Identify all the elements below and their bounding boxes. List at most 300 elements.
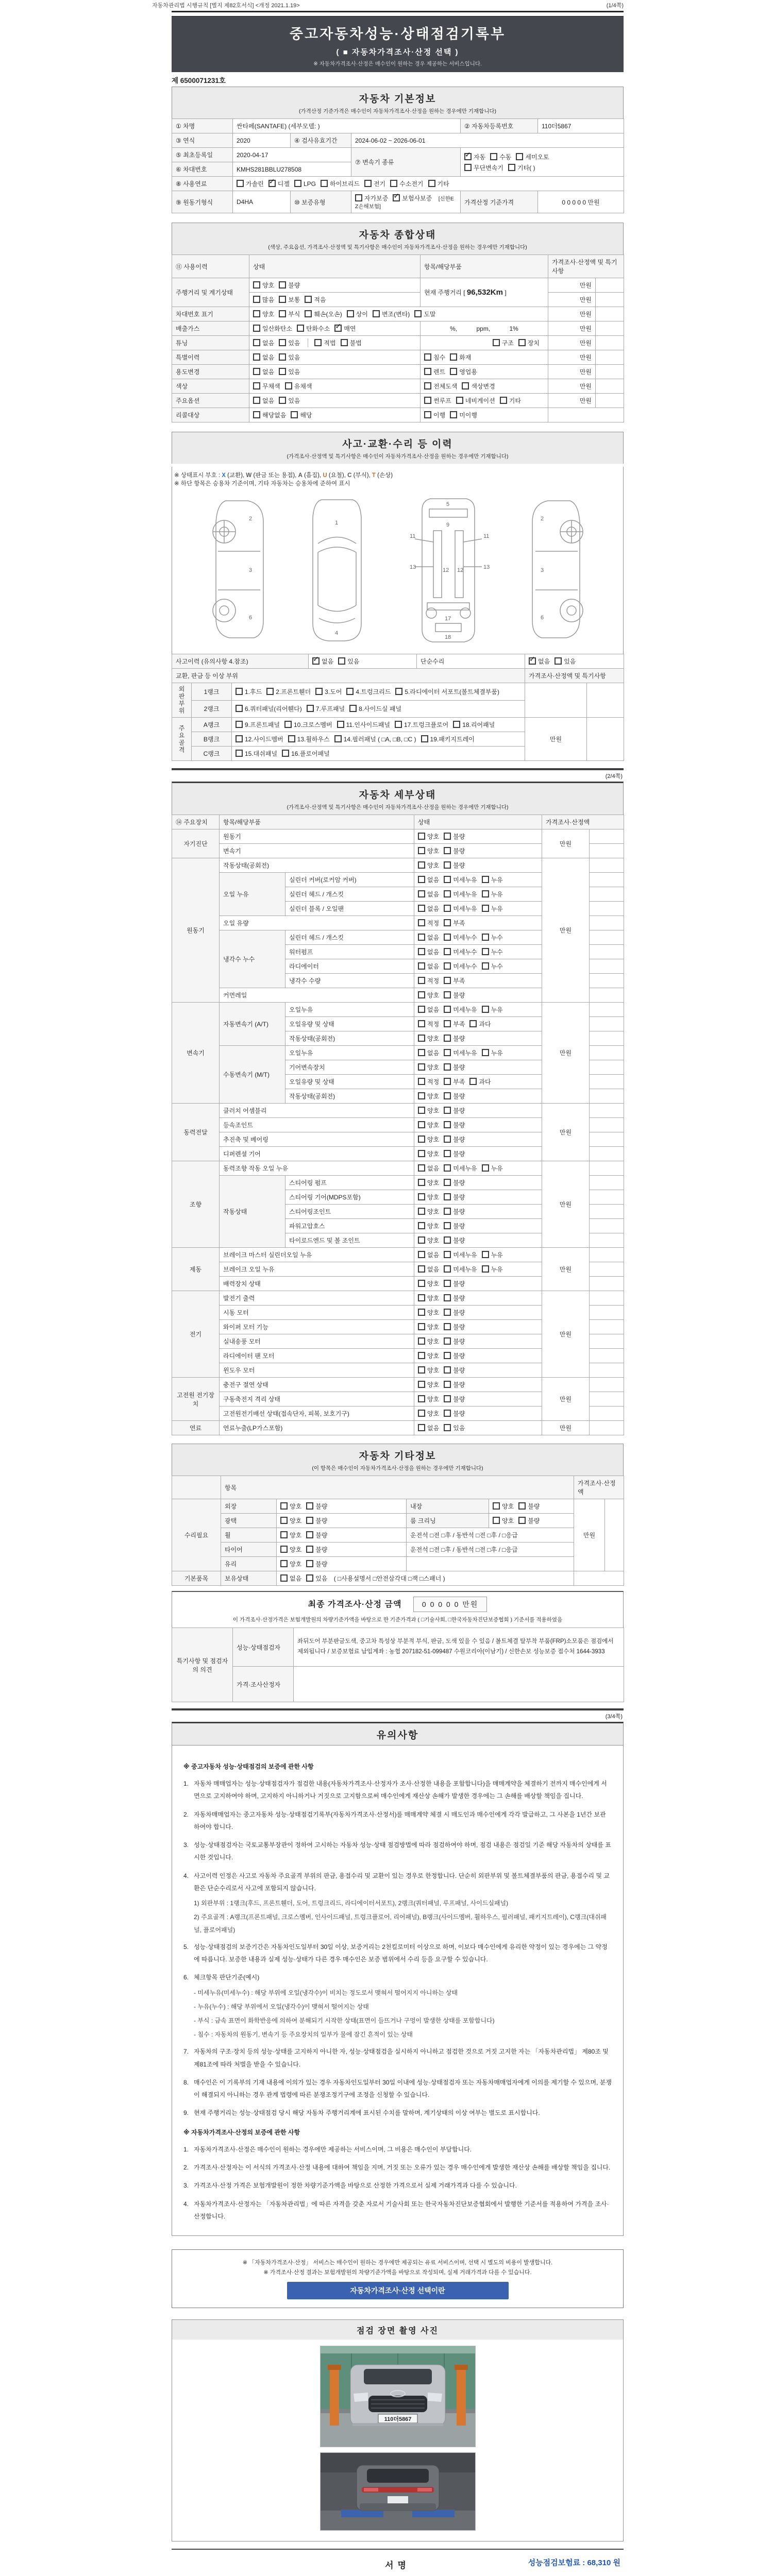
detail-item-state: [414, 829, 542, 844]
detail-price-blank: [590, 1392, 624, 1406]
checkbox-option: 5.라디에이터 서포트(볼트체결부품): [395, 687, 499, 696]
detail-price-blank: [590, 945, 624, 959]
checkbox-icon: [444, 833, 451, 840]
checkbox-option: 불량: [444, 1279, 465, 1288]
checkbox-option: 있음: [279, 367, 300, 376]
checkbox-icon: [444, 905, 451, 912]
checkbox-option: 네비게이션: [456, 396, 495, 405]
detail-price-blank: [590, 1406, 624, 1421]
guide-line-2: ※ 가격조사·산정 결과는 보험개발원의 차량기준가액을 바탕으로 작성되며, 실제 거래가격과 다를 수 있습니다.: [263, 2269, 532, 2276]
detail-row: [172, 858, 624, 873]
checkbox-icon: [312, 657, 320, 665]
detail-item-label: 커먼레일: [220, 988, 414, 1003]
section-etc-header: [172, 1444, 624, 1476]
checkbox-icon: [418, 847, 425, 854]
checkbox-option: 14.필러패널 ( □A, □B, □C ): [334, 735, 416, 743]
svg-text:9: 9: [446, 522, 449, 528]
checkbox-icon: [444, 1366, 451, 1374]
checkbox-icon: [482, 1049, 489, 1056]
checkbox-icon: [418, 1381, 425, 1388]
checkbox-icon: [266, 688, 274, 695]
checkbox-icon: [444, 1337, 451, 1345]
tuning-items: [421, 336, 548, 350]
detail-item-state: [414, 1349, 542, 1363]
recall-label: 리콜대상: [172, 408, 249, 422]
frame-price-unit: 만원: [525, 718, 587, 761]
appraiser-comment: [294, 1667, 624, 1702]
checkbox-option: 도말: [414, 310, 435, 318]
detail-item-state: [414, 974, 542, 988]
checkbox-icon: [236, 735, 243, 742]
detail-item-label: 실린더 헤드 / 개스킷: [285, 887, 414, 902]
checkbox-option: 양호: [418, 1106, 439, 1115]
state-code-letter: T: [372, 472, 376, 479]
checkbox-icon: [395, 688, 402, 695]
state-header: 상태: [249, 255, 421, 278]
checkbox-icon: [347, 310, 354, 317]
rank2-options: [232, 700, 525, 718]
special-history-items: [421, 350, 548, 365]
checkbox-option: 많음: [253, 295, 274, 304]
interior-label: 내장: [407, 1499, 489, 1514]
checkbox-option: 기타: [500, 396, 521, 405]
car-name-value: 싼타페(SANTAFE) (세부모델: ): [233, 119, 461, 133]
checkbox-option: 불량: [444, 1294, 465, 1302]
table-row: [172, 133, 624, 148]
color-items: [421, 379, 548, 394]
detail-price-blank: [590, 974, 624, 988]
checkbox-option: 양호: [418, 1366, 439, 1375]
checkbox-icon: [418, 1150, 425, 1157]
checkbox-icon: [236, 688, 243, 695]
checkbox-option: 양호: [418, 1207, 439, 1216]
checkbox-icon: [418, 991, 425, 998]
checkbox-option: 미세누수: [444, 962, 477, 971]
checkbox-option: 부족: [444, 1020, 465, 1028]
notice-item: 4. 자동차가격조사·산정자는 「자동차관리법」에 따른 자격을 갖춘 자로서 기술사회 또는 한국자동차진단보증협회에서 발행한 기준서를 적용하여 가격을 조사·산정합니다.: [183, 2200, 609, 2220]
checkbox-icon: [418, 1424, 425, 1431]
checkbox-option: 렌트: [424, 367, 445, 376]
checkbox-icon: [508, 164, 515, 171]
checkbox-icon: [529, 657, 536, 665]
checkbox-icon: [518, 1502, 526, 1510]
checkbox-option: 양호: [418, 1092, 439, 1100]
checkbox-option: 10.크로스멤버: [284, 720, 332, 729]
notice-item: 1. 자동차가격조사·산정은 매수인이 원하는 경우에만 제공하는 서비스이며, 그 비용은 매수인이 부담합니다.: [183, 2145, 472, 2153]
detail-item-state: [414, 844, 542, 858]
checkbox-option: 불량: [444, 1207, 465, 1216]
checkbox-icon: [306, 1574, 313, 1582]
svg-text:3: 3: [248, 567, 252, 573]
detail-item-state: [414, 1262, 542, 1277]
checkbox-icon: [418, 833, 425, 840]
price-blank: [596, 278, 624, 293]
detail-item-label: 스티어링 기어(MDPS포함): [285, 1190, 414, 1205]
notice-item: - 침수 : 자동차의 원동기, 변속기 등 주요장치의 일부가 물에 잠긴 흔적이 있는 상태: [194, 2031, 413, 2039]
checkbox-icon: [334, 735, 342, 742]
checkbox-option: ✓ 보험사보증: [393, 194, 432, 202]
mileage-state2: [249, 293, 421, 307]
checkbox-option: 양호: [418, 1279, 439, 1288]
basic-info-table: [172, 118, 624, 213]
fee-label: 성능점검보험료 :: [528, 2558, 585, 2568]
checkbox-icon: [444, 1323, 451, 1330]
checkbox-icon: [418, 861, 425, 869]
checkbox-option: 변조(변타): [373, 310, 410, 318]
detail-price-blank: [590, 916, 624, 930]
checkbox-option: 13.휠하우스: [288, 735, 330, 743]
checkbox-option: 불량: [444, 1366, 465, 1375]
checkbox-option: 부식: [279, 310, 300, 318]
car-damage-diagrams: [172, 488, 623, 654]
checkbox-icon: [418, 890, 425, 897]
detail-price-blank: [590, 1277, 624, 1291]
etc-price-header: 가격조사·산정액: [574, 1476, 624, 1499]
table-row: [172, 119, 624, 133]
checkbox-option: 4.트렁크리드: [346, 687, 391, 696]
detail-item-state: [414, 902, 542, 916]
detail-price-blank: [590, 1176, 624, 1190]
detail-item-state: [414, 945, 542, 959]
checkbox-option: 미세누유: [444, 904, 477, 913]
comprehensive-state-table: [172, 255, 624, 422]
checkbox-icon: [444, 1222, 451, 1229]
checkbox-icon: [444, 1395, 451, 1402]
svg-text:17: 17: [444, 616, 451, 622]
checkbox-option: 8.사이드실 패널: [349, 704, 401, 713]
detail-item-label: 라디에이터: [285, 959, 414, 974]
checkbox-icon: [315, 688, 323, 695]
color-state: [249, 379, 421, 394]
price-header: 가격조사·산정액 및 특기사항: [548, 255, 624, 278]
etc-price-blank: [605, 1499, 624, 1571]
inspection-fee: [528, 2557, 620, 2568]
checkbox-icon: [418, 1366, 425, 1374]
detail-price-blank: [590, 1161, 624, 1176]
checkbox-option: 양호: [493, 1516, 514, 1525]
recall-state: [249, 408, 421, 422]
detail-item-state: [414, 1031, 542, 1046]
checkbox-icon: [291, 411, 298, 418]
checkbox-option: 탄화수소: [297, 324, 330, 333]
checkbox-icon: [554, 657, 562, 665]
checkbox-option: 색상변경: [462, 382, 495, 391]
detail-item-state: [414, 887, 542, 902]
hold-state-cell: 없음 있음 ( □사용설명서 □안전삼각대 □잭 □스패너 ): [277, 1571, 574, 1586]
detail-item-label: 작동상태(공회전): [285, 1031, 414, 1046]
checkbox-icon: [482, 962, 489, 970]
usage-change-items: [421, 365, 548, 379]
detail-item-label: 오일 유량: [220, 916, 414, 930]
table-row: 용도변경 없음 있음 렌트 영업용 만원: [172, 365, 624, 379]
final-price-box: [172, 1591, 624, 1628]
checkbox-icon: [469, 1078, 477, 1085]
checkbox-icon: [493, 339, 500, 346]
checkbox-option: 장치: [518, 338, 540, 347]
device-group-label: 조향: [172, 1161, 220, 1248]
detail-item-label: 변속기: [220, 844, 414, 858]
device-group-label: 동력전달: [172, 1104, 220, 1161]
detail-item-state: [414, 1104, 542, 1118]
basic-items-label: 기본품목: [172, 1571, 221, 1586]
panel-rank-table: [172, 683, 624, 761]
notice-item: - 누유(누수) : 해당 부위에서 오일(냉각수)이 맺혀서 떨어지는 상태: [194, 2003, 369, 2010]
table-header-row: [172, 1476, 624, 1499]
section-etc-title: 자동차 기타정보: [359, 1451, 436, 1462]
detail-item-state: [414, 1132, 542, 1147]
detail-price-unit: 만원: [542, 1378, 590, 1421]
detail-price-unit: 만원: [542, 1003, 590, 1104]
checkbox-icon: [450, 368, 457, 375]
wheel-positions: 운전석 □전 □후 / 동반석 □전 □후 / □응급: [407, 1528, 574, 1543]
checkbox-icon: [418, 934, 425, 941]
detail-row: [172, 1291, 624, 1306]
detail-item-label: 실린더 커버(로커암 커버): [285, 873, 414, 887]
checkbox-icon: [418, 1179, 425, 1186]
checkbox-icon: [444, 1309, 451, 1316]
checkbox-option: 11.인사이드패널: [337, 720, 390, 729]
detail-item-label: 작동상태(공회전): [220, 858, 414, 873]
rank1-options: [232, 683, 525, 701]
detail-price-blank: [590, 1147, 624, 1161]
recall-price-blank: [548, 408, 624, 422]
checkbox-icon: [280, 1531, 288, 1538]
checkbox-icon: [482, 1265, 489, 1273]
checkbox-icon: [253, 325, 260, 332]
detail-price-unit: 만원: [542, 829, 590, 858]
checkbox-option: 전기: [364, 179, 385, 188]
checkbox-icon: [307, 705, 314, 712]
checkbox-option: 양호: [280, 1560, 301, 1568]
checkbox-icon: [236, 705, 243, 712]
checkbox-option: 상이: [347, 310, 368, 318]
wheel-label: 휠: [221, 1528, 277, 1543]
detail-price-blank: [590, 1205, 624, 1219]
rank1-label: 1랭크: [192, 683, 232, 701]
checkbox-icon: [464, 153, 472, 160]
glass-state: [277, 1557, 407, 1571]
checkbox-option: 양호: [418, 1121, 439, 1129]
table-row: [172, 408, 624, 422]
checkbox-icon: [444, 1294, 451, 1301]
rankC-options: [232, 747, 525, 761]
checkbox-option: 양호: [418, 1380, 439, 1389]
checkbox-option: 없음: [253, 367, 274, 376]
detail-price-unit: 만원: [542, 1161, 590, 1248]
checkbox-option: 기타: [428, 179, 449, 188]
checkbox-option: 부족: [444, 919, 465, 927]
svg-text:13: 13: [409, 564, 416, 570]
detail-item-state: [414, 1118, 542, 1132]
detail-item-label: 파워고압호스: [285, 1219, 414, 1233]
checkbox-icon: [268, 180, 276, 187]
detail-item-state: [414, 916, 542, 930]
checkbox-option: 불량: [444, 1236, 465, 1245]
checkbox-icon: [288, 735, 295, 742]
svg-text:2: 2: [540, 516, 544, 522]
checkbox-icon: [282, 750, 289, 757]
checkbox-icon: [418, 1107, 425, 1114]
section-basic-subtitle: (가격산정 기준가격은 매수인이 자동차가격조사·산정을 원하는 경우에만 기재합니다): [299, 108, 496, 114]
tire-label: 타이어: [221, 1543, 277, 1557]
fee-value: 68,310 원: [587, 2558, 620, 2568]
checkbox-option: 불량: [279, 281, 300, 290]
device-subgroup-label: 수동변속기 (M/T): [220, 1046, 285, 1104]
appraiser-label: 가격·조사산정자: [233, 1667, 294, 1702]
detail-item-state: [414, 988, 542, 1003]
checkbox-icon: [424, 397, 431, 404]
appraisal-select-button[interactable]: 자동차가격조사·산정 선택이란: [287, 2282, 509, 2299]
color-label: 색상: [172, 379, 249, 394]
table-row: [172, 1528, 624, 1543]
checkbox-icon: [418, 1063, 425, 1071]
detail-row: [172, 1003, 624, 1017]
frame-label: 주요골격: [172, 718, 192, 761]
engine-type-value: D4HA: [233, 191, 291, 213]
checkbox-option: 누유: [482, 890, 503, 899]
checkbox-option: 적정: [418, 1077, 439, 1086]
checkbox-icon: [418, 1323, 425, 1330]
detail-item-label: 라디에이터 팬 모터: [220, 1349, 414, 1363]
checkbox-option: 전체도색: [424, 382, 457, 391]
vin-mark-label: 차대번호 표기: [172, 307, 249, 321]
checkbox-option: 양호: [418, 1178, 439, 1187]
detail-price-blank: [590, 1017, 624, 1031]
checkbox-option: 불량: [444, 1308, 465, 1317]
checkbox-icon: [462, 382, 469, 389]
detail-item-label: 스티어링 펌프: [285, 1176, 414, 1190]
detail-item-state: [414, 1320, 542, 1334]
checkbox-icon: [444, 1092, 451, 1099]
checkbox-icon: [444, 1006, 451, 1013]
checkbox-option: 양호: [253, 310, 274, 318]
detail-item-header: 항목/해당부품: [220, 815, 414, 829]
detail-item-label: 브레이크 오일 누유: [220, 1262, 414, 1277]
checkbox-icon: [482, 934, 489, 941]
notice-item: ※ 중고자동차 성능·상태점검의 보증에 관한 사항: [183, 1763, 314, 1770]
car-diagram-top-view: [298, 495, 376, 647]
detail-price-header: 가격조사·산정액: [542, 815, 624, 829]
checkbox-icon: [490, 153, 497, 160]
detail-item-state: [414, 1003, 542, 1017]
document-title: 중고자동차성능·상태점검기록부: [289, 26, 506, 42]
checkbox-option: 불량: [444, 1323, 465, 1331]
checkbox-icon: [285, 382, 292, 389]
inspection-period-label: ④ 검사유효기간: [291, 133, 351, 148]
checkbox-icon: [279, 281, 286, 289]
reg-no-label: ② 자동차등록번호: [461, 119, 538, 133]
detail-price-unit: 만원: [542, 858, 590, 1003]
detail-row: [172, 829, 624, 844]
table-row: 배출가스 일산화탄소 탄화수소 ✓ 매연 %, ppm, 1% 만원: [172, 321, 624, 336]
table-row: [172, 1499, 624, 1514]
checkbox-icon: [393, 194, 400, 201]
detail-item-state: [414, 1406, 542, 1421]
detail-item-label: 브레이크 마스터 실린더오일 누유: [220, 1248, 414, 1262]
checkbox-icon: [482, 890, 489, 897]
checkbox-option: 불량: [444, 1409, 465, 1418]
checkbox-option: ✓ 없음: [312, 657, 333, 666]
checkbox-option: 적정: [418, 976, 439, 985]
state-code-letter: W: [246, 472, 252, 479]
checkbox-icon: [279, 296, 286, 303]
checkbox-option: 없음: [418, 947, 439, 956]
inspector-comment: 좌뒤도어 부분판금도색, 중고차 특성상 부분적 부식, 판금, 도색 있을 수 있음 / 볼트체결 탈부착 부품(FRP)소모품은 점검에서 제외됩니다 / 보증보험료 납입계좌 : 농협 207182-51-099487 수원코리아(이남기) / 신한손보 성능보증 접수처 1644-3933: [294, 1628, 624, 1667]
detail-item-label: 오일누유: [285, 1046, 414, 1060]
inspection-photo-rear: [320, 2452, 476, 2531]
checkbox-icon: [516, 153, 523, 160]
table-header-row: [172, 815, 624, 829]
checkbox-option: 불량: [444, 832, 465, 841]
section-detail-title: 자동차 세부상태: [359, 790, 436, 801]
checkbox-icon: [279, 397, 286, 404]
checkbox-option: 해당없음: [253, 411, 286, 419]
checkbox-icon: [395, 721, 402, 728]
law-reference: 자동차관리법 시행규칙 [별지 제82호서식] <개정 2021.1.19>: [152, 3, 300, 9]
detail-item-state: [414, 1421, 542, 1435]
device-header: ⑭ 주요장치: [172, 815, 220, 829]
checkbox-icon: [418, 1236, 425, 1244]
detail-item-label: 구동축전지 격리 상태: [220, 1392, 414, 1406]
car-diagram-frame-view: [399, 495, 497, 647]
checkbox-option: 2.프론트휀더: [266, 687, 311, 696]
checkbox-icon: [428, 180, 435, 187]
checkbox-icon: [444, 1193, 451, 1200]
option-items: [421, 394, 548, 408]
detail-item-state: [414, 1060, 542, 1075]
signature-label: 서명: [385, 2561, 410, 2571]
checkbox-option: 적정: [418, 1020, 439, 1028]
detail-item-label: 오일유량 및 상태: [285, 1017, 414, 1031]
detail-item-state: [414, 1378, 542, 1392]
inspector-label: 성능·상태점검자: [233, 1628, 294, 1667]
detail-item-state: [414, 930, 542, 945]
checkbox-icon: [321, 180, 328, 187]
checkbox-option: 미세누수: [444, 933, 477, 942]
license-plate-text: 110더5867: [384, 2416, 411, 2423]
checkbox-option: 불량: [444, 991, 465, 999]
checkbox-option: 누수: [482, 933, 503, 942]
emission-state: [249, 321, 421, 336]
exchange-price-header: 가격조사·산정액 및 특기사항: [525, 669, 624, 683]
checkbox-option: 있음: [279, 396, 300, 405]
accident-history-label: 사고이력 (유의사항 4.참조): [172, 654, 309, 669]
frame-price-blank: [587, 718, 624, 761]
checkbox-option: 양호: [418, 1193, 439, 1201]
checkbox-option: 불량: [306, 1502, 327, 1511]
detail-price-blank: [590, 1291, 624, 1306]
detail-item-label: 발전기 출력: [220, 1291, 414, 1306]
detail-item-label: 실내송풍 모터: [220, 1334, 414, 1349]
checkbox-icon: [280, 1574, 288, 1582]
checkbox-option: 없음: [418, 890, 439, 899]
checkbox-option: 없음: [253, 396, 274, 405]
table-row: [172, 1514, 624, 1528]
table-row: [172, 177, 624, 191]
detail-price-blank: [590, 930, 624, 945]
checkbox-icon: [424, 368, 431, 375]
detail-item-state: [414, 1161, 542, 1176]
checkbox-icon: [418, 948, 425, 955]
checkbox-option: 양호: [418, 1294, 439, 1302]
glass-label: 유리: [221, 1557, 277, 1571]
warranty-note: [신한EZ손해보험]: [355, 196, 454, 210]
detail-row: [172, 1104, 624, 1118]
inspection-period-value: 2024-06-02 ~ 2026-06-01: [351, 133, 624, 148]
notice-item: 3. 가격조사·산정 가격은 보험개발원이 정한 차량기준가액을 바탕으로 산정한 가격으로서 실제 거래가격과 다를 수 있습니다.: [183, 2182, 517, 2190]
detail-price-blank: [590, 858, 624, 873]
checkbox-icon: [414, 310, 422, 317]
